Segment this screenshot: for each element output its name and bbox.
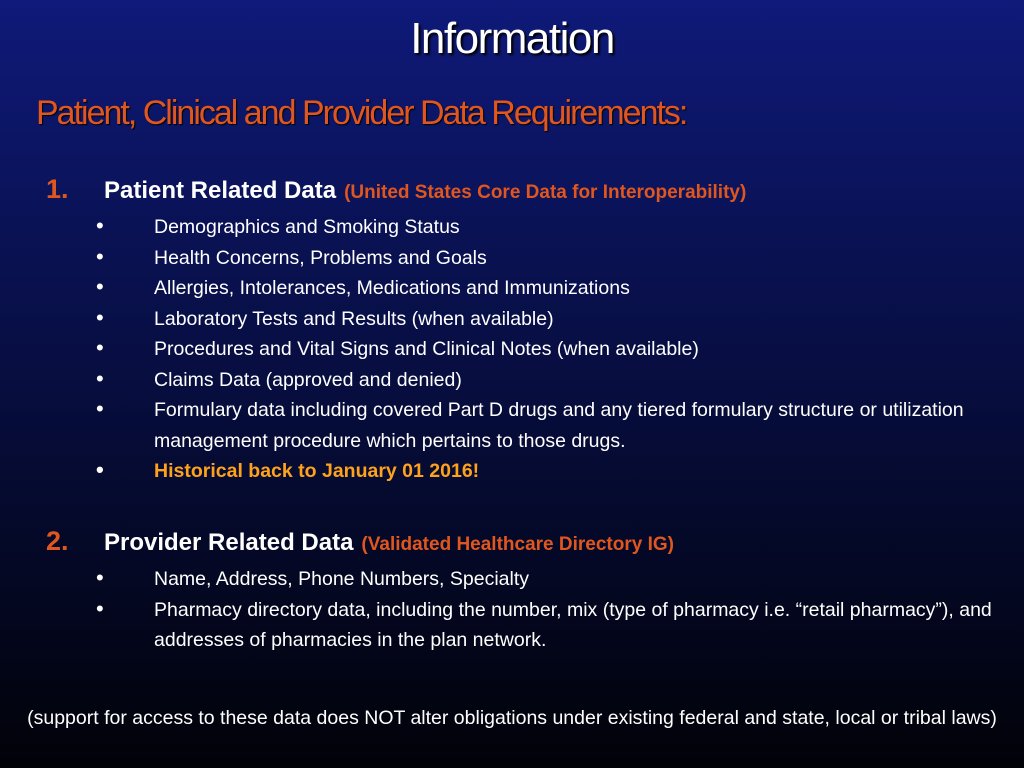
section-number: 2.	[46, 526, 69, 556]
patient-data-section	[46, 174, 1006, 487]
section-number: 1.	[46, 174, 69, 204]
section-header	[46, 526, 1006, 564]
bullet-icon: •	[96, 565, 104, 590]
list-item	[46, 395, 1006, 456]
patient-data-list	[46, 212, 1006, 487]
bullet-icon: •	[96, 457, 104, 482]
section-note: (Validated Healthcare Directory IG)	[361, 534, 674, 555]
list-item-text: Historical back to January 01 2016!	[154, 460, 480, 482]
bullet-icon: •	[96, 365, 104, 391]
section-header	[46, 174, 1006, 212]
bullet-icon: •	[96, 243, 104, 269]
list-item	[46, 273, 1006, 304]
list-item-text: Name, Address, Phone Numbers, Specialty	[154, 568, 530, 590]
bullet-icon: •	[96, 304, 104, 330]
list-item	[46, 564, 1006, 595]
list-item-text: Health Concerns, Problems and Goals	[154, 246, 487, 269]
list-item-text: Pharmacy directory data, including the number, mix (type of pharmacy i.e. “retail pharmacy”), and addresses of pharmacies in the plan network.	[154, 598, 992, 651]
bullet-icon: •	[96, 335, 104, 360]
bullet-icon: •	[96, 396, 104, 421]
list-item-text: Procedures and Vital Signs and Clinical Notes (when available)	[154, 338, 699, 360]
bullet-icon: •	[96, 274, 104, 299]
list-item	[46, 243, 1006, 274]
slide-title: Information	[410, 14, 614, 63]
list-item	[46, 595, 1006, 656]
list-item-text: Allergies, Intolerances, Medications and Immunizations	[154, 277, 630, 299]
list-item-text: Claims Data (approved and denied)	[154, 368, 462, 391]
list-item-text: Demographics and Smoking Status	[154, 216, 460, 238]
list-item	[46, 365, 1006, 396]
list-item-text: Laboratory Tests and Results (when available)	[154, 307, 554, 330]
list-item	[46, 334, 1006, 365]
provider-data-list	[46, 564, 1006, 656]
bullet-icon: •	[96, 595, 104, 621]
provider-data-section	[46, 526, 1006, 656]
footnote: (support for access to these data does NOT alter obligations under existing federal and state, local or tribal laws)	[27, 707, 997, 729]
slide-subtitle: Patient, Clinical and Provider Data Requirements:	[36, 94, 687, 132]
list-item	[46, 304, 1006, 335]
bullet-icon: •	[96, 213, 104, 238]
section-title: Patient Related Data	[104, 177, 337, 204]
section-note: (United States Core Data for Interoperability)	[344, 182, 747, 203]
highlight-list-item	[46, 456, 1006, 487]
list-item	[46, 212, 1006, 243]
list-item-text: Formulary data including covered Part D drugs and any tiered formulary structure or utilization management procedure which pertains to those drugs.	[154, 399, 964, 452]
section-title: Provider Related Data	[104, 529, 354, 556]
